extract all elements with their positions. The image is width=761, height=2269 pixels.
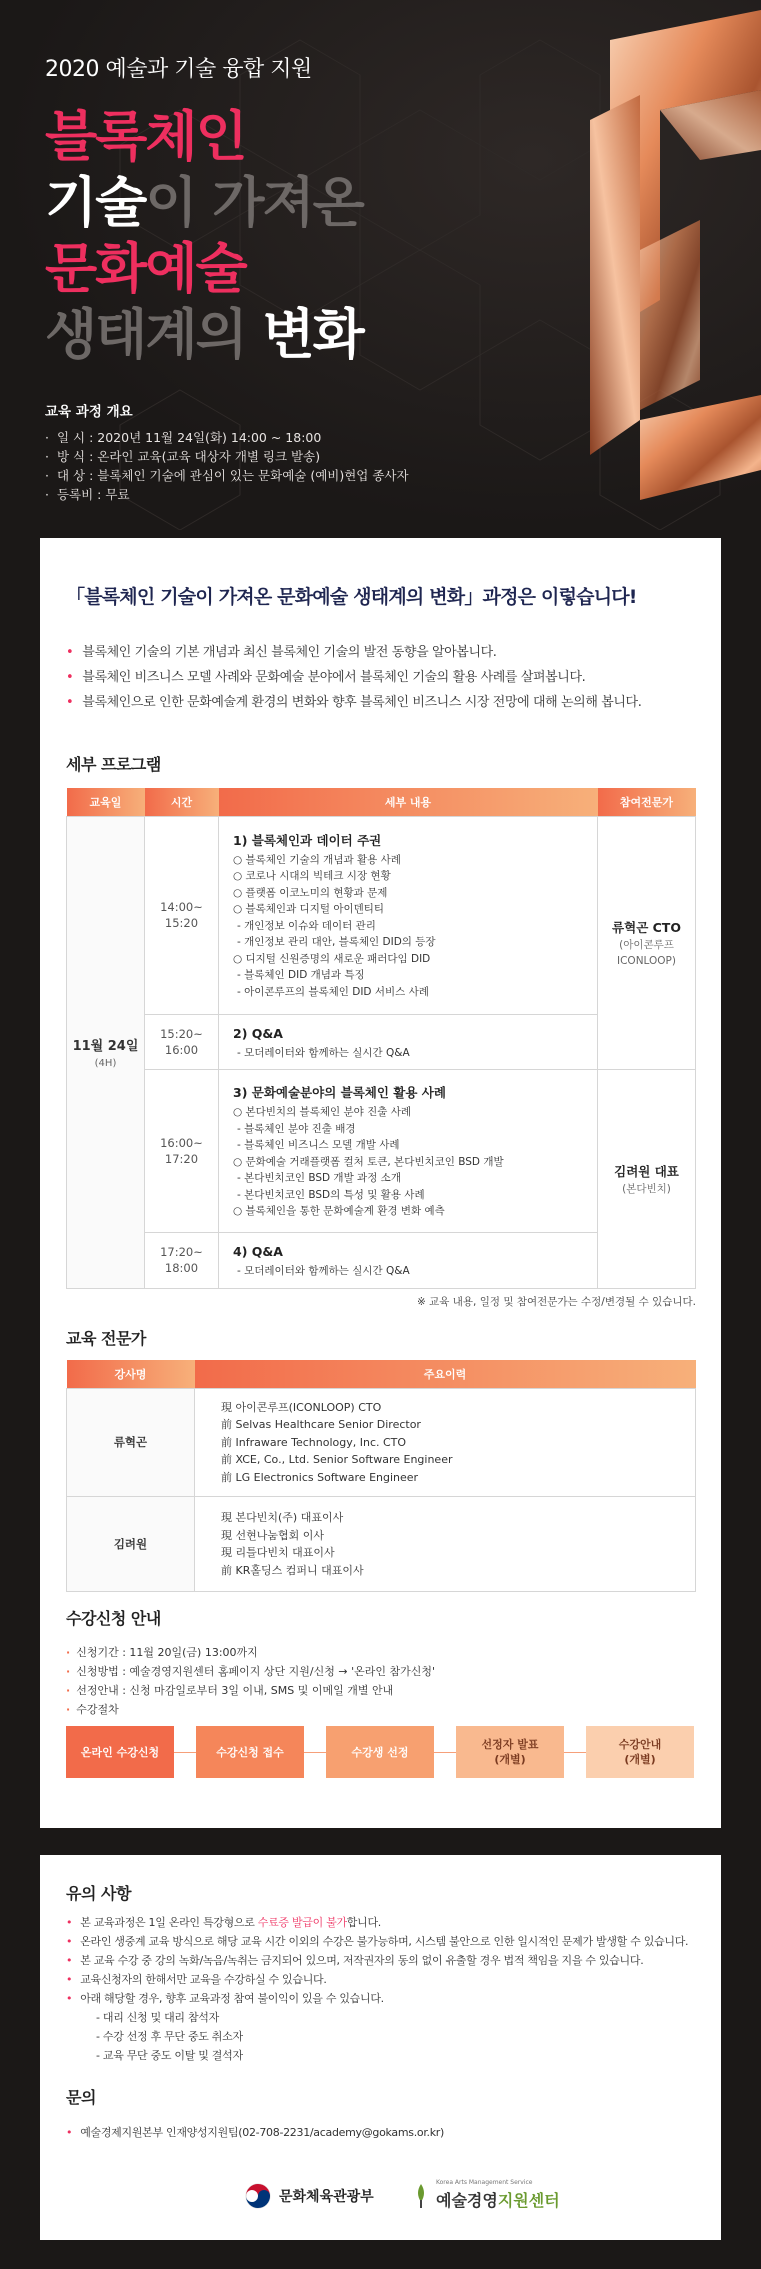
notice-item: • 교육신청자의 한해서만 교육을 수강하실 수 있습니다.	[66, 1970, 688, 1989]
hero-banner	[0, 0, 761, 530]
application-item: · 선정안내 : 신청 마감일로부터 3일 이내, SMS 및 이메일 개별 안내	[66, 1681, 435, 1700]
course-overview	[45, 400, 409, 504]
title-line-3: 문화예술	[45, 237, 246, 300]
expert-name: 김려원 대표	[614, 1163, 679, 1179]
intro-list	[66, 640, 641, 715]
step-3: 수강생 선정	[326, 1726, 434, 1778]
session-time: 15:20~ 16:00	[145, 1014, 219, 1070]
step-connector	[304, 1752, 326, 1753]
overview-title: 교육 과정 개요	[45, 404, 133, 420]
session-time: 14:00~ 15:20	[145, 816, 219, 1014]
hero-title	[45, 104, 363, 368]
program-title: 세부 프로그램	[66, 755, 161, 774]
step-2: 수강신청 접수	[196, 1726, 304, 1778]
instructor-history: 現 본다빈치(주) 대표이사 現 선현나눔협회 이사 現 리틀다빈치 대표이사 前 KR홀딩스 컴퍼니 대표이사	[195, 1497, 696, 1592]
day-hours: (4H)	[94, 1058, 117, 1069]
application-title: 수강신청 안내	[66, 1609, 161, 1628]
program-note: ※ 교육 내용, 일정 및 참여전문가는 수정/변경될 수 있습니다.	[417, 1296, 696, 1308]
overview-item: · 등록비 : 무료	[45, 485, 409, 504]
title-line-4b: 변화	[262, 303, 363, 366]
session-time: 16:00~ 17:20	[145, 1070, 219, 1233]
notice-item: • 본 교육 수강 중 강의 녹화/녹음/녹취는 금지되어 있으며, 저작권자의 동의 없이 유출할 경우 법적 책임을 지을 수 있습니다.	[66, 1951, 688, 1970]
session-content: 2) Q&A - 모더레이터와 함께하는 실시간 Q&A	[219, 1014, 598, 1070]
notice-panel	[40, 1855, 721, 2240]
sponsor-logos	[40, 2173, 721, 2223]
mcst-name: 문화체육관광부	[279, 2189, 374, 2205]
intro-item: • 블록체인 기술의 기본 개념과 최신 블록체인 기술의 발전 동향을 알아봅니다.	[66, 640, 641, 665]
application-item: · 신청기간 : 11월 20일(금) 13:00까지	[66, 1643, 435, 1662]
intro-item: • 블록체인으로 인한 문화예술계 환경의 변화와 향후 블록체인 비즈니스 시장 전망에 대해 논의해 봅니다.	[66, 690, 641, 715]
notice-highlight: 수료증 발급이 불가	[257, 1916, 347, 1929]
program-day	[67, 816, 145, 1288]
step-4: 선정자 발표 (개별)	[456, 1726, 564, 1778]
intro-title: 「블록체인 기술이 가져온 문화예술 생태계의 변화」과정은 이렇습니다!	[66, 586, 637, 608]
notice-list	[66, 1913, 688, 2065]
instructor-name: 류혁곤	[67, 1388, 195, 1497]
day-label: 11월 24일	[72, 1039, 139, 1054]
instructor-history: 現 아이콘루프(ICONLOOP) CTO 前 Selvas Healthcare Senior Director 前 Infraware Technology, Inc. CTO 前 XCE, Co., Ltd. Senior Software Engineer 前 LG Electronics Software Engineer	[195, 1388, 696, 1497]
notice-subitem: - 교육 무단 중도 이탈 및 결석자	[66, 2046, 688, 2065]
gokams-emblem-icon	[412, 2182, 430, 2208]
session-time: 17:20~ 18:00	[145, 1233, 219, 1289]
application-steps	[66, 1726, 696, 1778]
step-connector	[564, 1752, 586, 1753]
th-date: 교육일	[67, 788, 145, 816]
gokams-name: 예술경영지원센터	[436, 2191, 560, 2210]
step-connector	[174, 1752, 196, 1753]
contact-list	[66, 2123, 444, 2142]
step-1: 온라인 수강신청	[66, 1726, 174, 1778]
session-content: 3) 문화예술분야의 블록체인 활용 사례 ○ 본다빈치의 블록체인 분야 진출 사례 - 블록체인 분야 진출 배경 - 블록체인 비즈니스 모델 개발 사례 ○ 문화예술 거래플랫폼 컬처 토큰, 본다빈치코인 BSD 개발 - 본다빈치코인 BSD 개발 과정 소개 - 본다빈치코인 BSD의 특성 및 활용 사례 ○ 블록체인을 통한 문화예술계 환경 변화 예측	[219, 1070, 598, 1233]
expert-cell: 류혁곤 CTO (아이콘루프 ICONLOOP)	[598, 816, 696, 1070]
notice-item: • 본 교육과정은 1일 온라인 특강형으로 수료증 발급이 불가합니다.	[66, 1913, 688, 1932]
title-line-1: 블록체인	[45, 105, 246, 168]
intro-item: • 블록체인 비즈니스 모델 사례와 문화예술 분야에서 블록체인 기술의 활용 사례를 살펴봅니다.	[66, 665, 641, 690]
session-heading: 4) Q&A	[233, 1244, 283, 1259]
gokams-english-name: Korea Arts Management Service	[436, 2179, 533, 2186]
expert-cell: 김려원 대표 (본다빈치)	[598, 1070, 696, 1289]
application-item: · 신청방법 : 예술경영지원센터 홈페이지 상단 지원/신청 → '온라인 참가신청'	[66, 1662, 435, 1681]
title-line-2b: 이 가져온	[145, 171, 363, 234]
program-panel	[40, 538, 721, 1828]
th-time: 시간	[145, 788, 219, 816]
session-content: 1) 블록체인과 데이터 주권 ○ 블록체인 기술의 개념과 활용 사례 ○ 코로나 시대의 빅테크 시장 현황 ○ 플랫폼 이코노미의 현황과 문제 ○ 블록체인과 디지털 아이덴티티 - 개인정보 이슈와 데이터 관리 - 개인정보 관리 대안, 블록체인 DID의 등장 ○ 디지털 신원증명의 새로운 패러다임 DID - 블록체인 DID 개념과 특징 - 아이콘루프의 블록체인 DID 서비스 사례	[219, 816, 598, 1014]
gokams-logo	[412, 2179, 560, 2211]
session-content: 4) Q&A - 모더레이터와 함께하는 실시간 Q&A	[219, 1233, 598, 1289]
th-instructor: 강사명	[67, 1360, 195, 1388]
contact-info: • 예술경제지원본부 인재양성지원팀(02-708-2231/academy@gokams.or.kr)	[66, 2123, 444, 2142]
title-line-2a: 기술	[45, 171, 146, 234]
session-heading: 2) Q&A	[233, 1025, 283, 1041]
application-item: · 수강절차	[66, 1700, 435, 1719]
title-line-4a: 생태계의	[45, 303, 246, 366]
overview-item: · 일 시 : 2020년 11월 24일(화) 14:00 ~ 18:00	[45, 428, 409, 447]
step-5: 수강안내 (개별)	[586, 1726, 694, 1778]
instructors-table	[66, 1360, 696, 1592]
session-heading: 1) 블록체인과 데이터 주권	[233, 832, 382, 848]
program-table	[66, 788, 696, 1289]
overview-item: · 방 식 : 온라인 교육(교육 대상자 개별 링크 발송)	[45, 447, 409, 466]
expert-name: 류혁곤 CTO	[612, 919, 681, 935]
notice-subitem: - 대리 신청 및 대리 참석자	[66, 2008, 688, 2027]
instructor-name: 김려원	[67, 1497, 195, 1592]
application-list	[66, 1643, 435, 1719]
th-content: 세부 내용	[219, 788, 598, 816]
notice-subitem: - 수강 선정 후 무단 중도 취소자	[66, 2027, 688, 2046]
step-connector	[434, 1752, 456, 1753]
mcst-logo	[245, 2183, 374, 2209]
th-expert: 참여전문가	[598, 788, 696, 816]
contact-title: 문의	[66, 2088, 96, 2107]
overview-item: · 대 상 : 블록체인 기술에 관심이 있는 문화예술 (예비)현업 종사자	[45, 466, 409, 485]
notice-item: • 아래 해당할 경우, 향후 교육과정 참여 불이익이 있을 수 있습니다.	[66, 1989, 688, 2008]
session-heading: 3) 문화예술분야의 블록체인 활용 사례	[233, 1085, 446, 1101]
hero-subtitle: 2020 예술과 기술 융합 지원	[45, 57, 312, 82]
instructors-title: 교육 전문가	[66, 1329, 146, 1348]
th-history: 주요이력	[195, 1360, 696, 1388]
notice-item: • 온라인 생중계 교육 방식으로 해당 교육 시간 이외의 수강은 불가능하며, 시스템 불안으로 인한 일시적인 문제가 발생할 수 있습니다.	[66, 1932, 688, 1951]
notice-title: 유의 사항	[66, 1884, 131, 1903]
taegeuk-icon	[245, 2183, 271, 2209]
